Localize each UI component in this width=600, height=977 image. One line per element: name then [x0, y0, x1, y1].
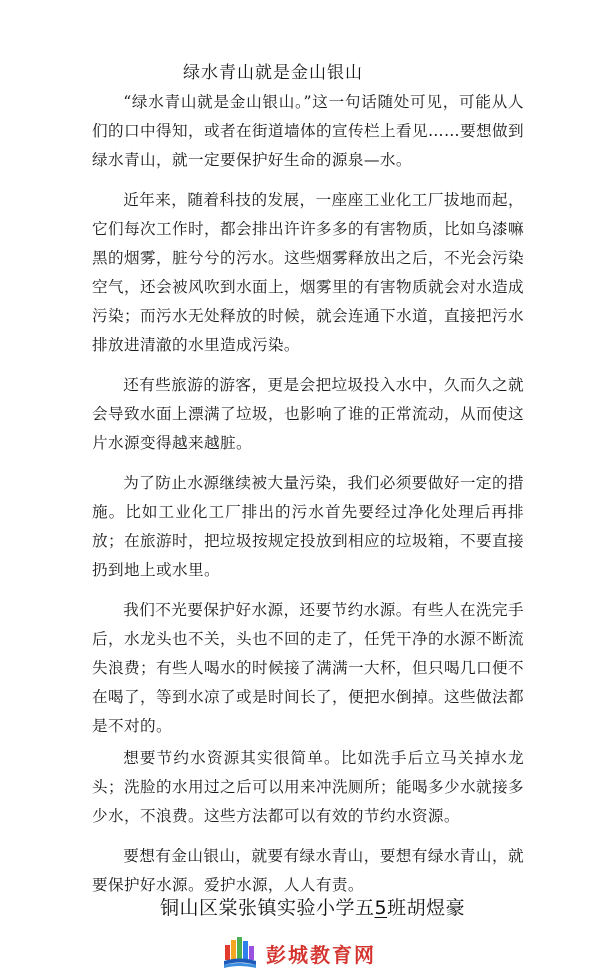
site-logo — [222, 935, 376, 971]
signature-school: 铜山区棠张镇实验小学五 — [160, 897, 375, 919]
article-title: 绿水青山就是金山银山 — [183, 63, 363, 83]
signature-class-name: 班胡煜豪 — [387, 897, 466, 919]
author-signature — [160, 893, 465, 920]
site-name: 彭城教育网 — [266, 942, 376, 967]
paragraph-1: “绿水青山就是金山银山。”这一句话随处可见，可能从人们的口中得知，或者在街道墙体的宣传栏上看见……要想做到绿水青山，就一定要保护好生命的源泉—水。 — [92, 93, 524, 169]
article-body — [92, 88, 524, 900]
paragraph-3: 还有些旅游的游客，更是会把垃圾投入水中，久而久之就会导致水面上漂满了垃圾，也影响了谁的正常流动，从而使这片水源变得越来越脏。 — [92, 376, 524, 452]
paragraph-7: 要想有金山银山，就要有绿水青山，要想有绿水青山，就要保护好水源。爱护水源，人人有责。 — [92, 847, 524, 894]
paragraph-5: 我们不光要保护好水源，还要节约水源。有些人在洗完手后，水龙头也不关，头也不回的走了，任凭干净的水源不断流失浪费；有些人喝水的时候接了满满一大杯，但只喝几口便不在喝了，等到水凉了或是时间长了，便把水倒掉。这些做法都是不对的。 — [92, 601, 524, 735]
paragraph-2: 近年来，随着科技的发展，一座座工业化工厂拔地而起，它们每次工作时，都会排出许许多多的有害物质，比如乌漆嘛黑的烟雾，脏兮兮的污水。这些烟雾释放出之后，不光会污染空气，还会被风吹到水面上，烟雾里的有害物质就会对水造成污染；而污水无处释放的时候，就会连通下水道，直接把污水排放进清澈的水里造成污染。 — [92, 191, 524, 354]
book-logo-icon — [222, 936, 258, 970]
paragraph-6: 想要节约水资源其实很简单。比如洗手后立马关掉水龙头；洗脸的水用过之后可以用来冲洗厕所；能喝多少水就接多少水，不浪费。这些方法都可以有效的节约水资源。 — [92, 749, 524, 825]
signature-class-number: 5 — [374, 897, 388, 919]
paragraph-4: 为了防止水源继续被大量污染，我们必须要做好一定的措施。比如工业化工厂排出的污水首先要经过净化处理后再排放；在旅游时，把垃圾按规定投放到相应的垃圾箱，不要直接扔到地上或水里。 — [92, 474, 524, 579]
